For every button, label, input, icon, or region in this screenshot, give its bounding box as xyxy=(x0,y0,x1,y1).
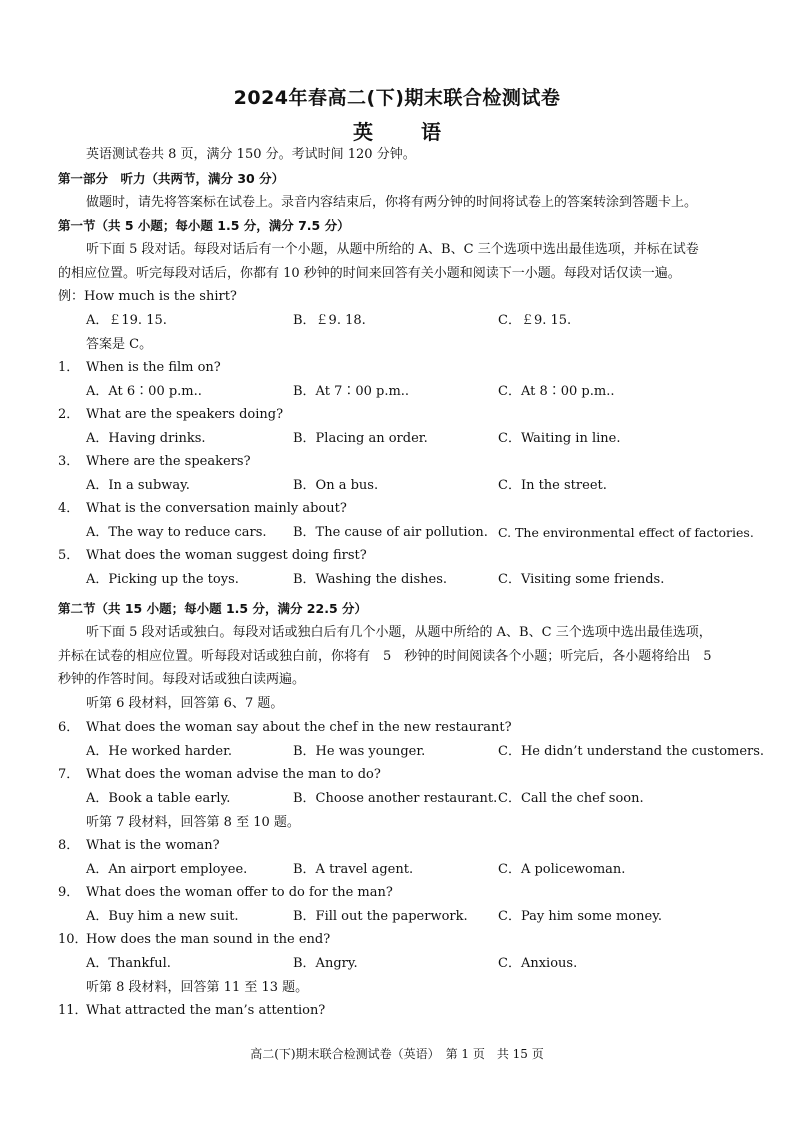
subject-title: 英 语 xyxy=(353,120,455,144)
option-a: A．Book a table early. xyxy=(86,791,231,806)
question-text: What does the woman advise the man to do? xyxy=(86,767,381,782)
option-a: A．He worked harder. xyxy=(86,744,233,759)
option-a: A．Buy him a new suit. xyxy=(86,909,239,924)
example-option-b: B．￡9. 18. xyxy=(293,313,366,328)
option-a: A．The way to reduce cars. xyxy=(86,525,267,540)
option-c: C．At 8∶00 p.m.. xyxy=(498,384,615,399)
section1-heading: 第一节（共 5 小题；每小题 1.5 分，满分 7.5 分） xyxy=(58,218,350,233)
option-a: A．An airport employee. xyxy=(86,862,248,877)
option-b: B．On a bus. xyxy=(293,478,379,493)
option-c: C. The environmental effect of factories. xyxy=(498,525,754,540)
question-number: 6． xyxy=(58,720,80,735)
option-c: C．Waiting in line. xyxy=(498,431,621,446)
section2-heading: 第二节（共 15 小题；每小题 1.5 分，满分 22.5 分） xyxy=(58,601,367,616)
option-a: A．Picking up the toys. xyxy=(86,572,239,587)
material-7-note: 听第 7 段材料，回答第 8 至 10 题。 xyxy=(86,815,300,830)
option-b: B．Choose another restaurant. xyxy=(293,791,498,806)
part1-instruction: 做题时，请先将答案标在试卷上。录音内容结束后，你将有两分钟的时间将试卷上的答案转涂到答题卡上。 xyxy=(86,195,698,210)
section2-instruction-line1: 听下面 5 段对话或独白。每段对话或独白后有几个小题，从题中所给的 A、B、C 三个选项中选出最佳选项， xyxy=(86,625,712,640)
option-c: C．In the street. xyxy=(498,478,607,493)
option-b: B．Washing the dishes. xyxy=(293,572,448,587)
option-c: C．A policewoman. xyxy=(498,862,626,877)
question-text: Where are the speakers? xyxy=(86,454,251,469)
section1-instruction-line2: 的相应位置。听完每段对话后，你都有 10 秒钟的时间来回答有关小题和阅读下一小题。每段对话仅读一遍。 xyxy=(58,266,681,281)
question-number: 1． xyxy=(58,360,80,375)
question-text: What is the conversation mainly about? xyxy=(86,501,347,516)
option-b: B．A travel agent. xyxy=(293,862,414,877)
option-a: A．In a subway. xyxy=(86,478,190,493)
question-number: 3． xyxy=(58,454,80,469)
question-number: 10． xyxy=(58,932,88,947)
option-b: B．Fill out the paperwork. xyxy=(293,909,468,924)
page-footer: 高二(下)期末联合检测试卷（英语） 第 1 页 共 15 页 xyxy=(250,1047,544,1061)
option-a: A．At 6∶00 p.m.. xyxy=(86,384,202,399)
question-text: What does the woman suggest doing first? xyxy=(86,548,367,563)
question-text: What does the woman offer to do for the man? xyxy=(86,885,393,900)
option-c: C．Visiting some friends. xyxy=(498,572,665,587)
question-text: What are the speakers doing? xyxy=(86,407,284,422)
exam-intro: 英语测试卷共 8 页，满分 150 分。考试时间 120 分钟。 xyxy=(86,147,416,162)
exam-title: 2024年春高二(下)期末联合检测试卷 xyxy=(233,87,561,109)
option-b: B．Placing an order. xyxy=(293,431,428,446)
question-number: 11． xyxy=(58,1003,88,1018)
question-number: 4． xyxy=(58,501,80,516)
question-text: How does the man sound in the end? xyxy=(86,932,331,947)
question-number: 5． xyxy=(58,548,80,563)
example-question: 例：How much is the shirt? xyxy=(58,289,237,304)
question-number: 7． xyxy=(58,767,80,782)
option-c: C．Pay him some money. xyxy=(498,909,662,924)
question-text: What does the woman say about the chef in the new restaurant? xyxy=(86,720,512,735)
option-b: B．He was younger. xyxy=(293,744,426,759)
section2-instruction-line3: 秒钟的作答时间。每段对话或独白读两遍。 xyxy=(58,672,306,687)
option-c: C．Call the chef soon. xyxy=(498,791,644,806)
section2-instruction-line2: 并标在试卷的相应位置。听每段对话或独白前，你将有 5 秒钟的时间阅读各个小题；听完后，各小题将给出 5 xyxy=(58,649,712,664)
example-answer: 答案是 C。 xyxy=(86,337,153,352)
option-c: C．Anxious. xyxy=(498,956,578,971)
question-text: What is the woman? xyxy=(86,838,220,853)
part1-heading: 第一部分 听力（共两节，满分 30 分） xyxy=(58,171,285,186)
material-8-note: 听第 8 段材料，回答第 11 至 13 题。 xyxy=(86,980,309,995)
option-b: B．Angry. xyxy=(293,956,358,971)
material-6-note: 听第 6 段材料，回答第 6、7 题。 xyxy=(86,696,284,711)
option-a: A．Thankful. xyxy=(86,956,171,971)
section1-instruction-line1: 听下面 5 段对话。每段对话后有一个小题，从题中所给的 A、B、C 三个选项中选出最佳选项，并标在试卷 xyxy=(86,242,699,257)
question-number: 9． xyxy=(58,885,80,900)
question-text: When is the film on? xyxy=(86,360,221,375)
option-b: B．The cause of air pollution. xyxy=(293,525,488,540)
question-text: What attracted the man’s attention? xyxy=(86,1003,326,1018)
option-a: A．Having drinks. xyxy=(86,431,206,446)
option-c: C．He didn’t understand the customers. xyxy=(498,744,765,759)
question-number: 2． xyxy=(58,407,80,422)
example-option-a: A．￡19. 15. xyxy=(86,313,167,328)
example-option-c: C．￡9. 15. xyxy=(498,313,572,328)
question-number: 8． xyxy=(58,838,80,853)
option-b: B．At 7∶00 p.m.. xyxy=(293,384,410,399)
